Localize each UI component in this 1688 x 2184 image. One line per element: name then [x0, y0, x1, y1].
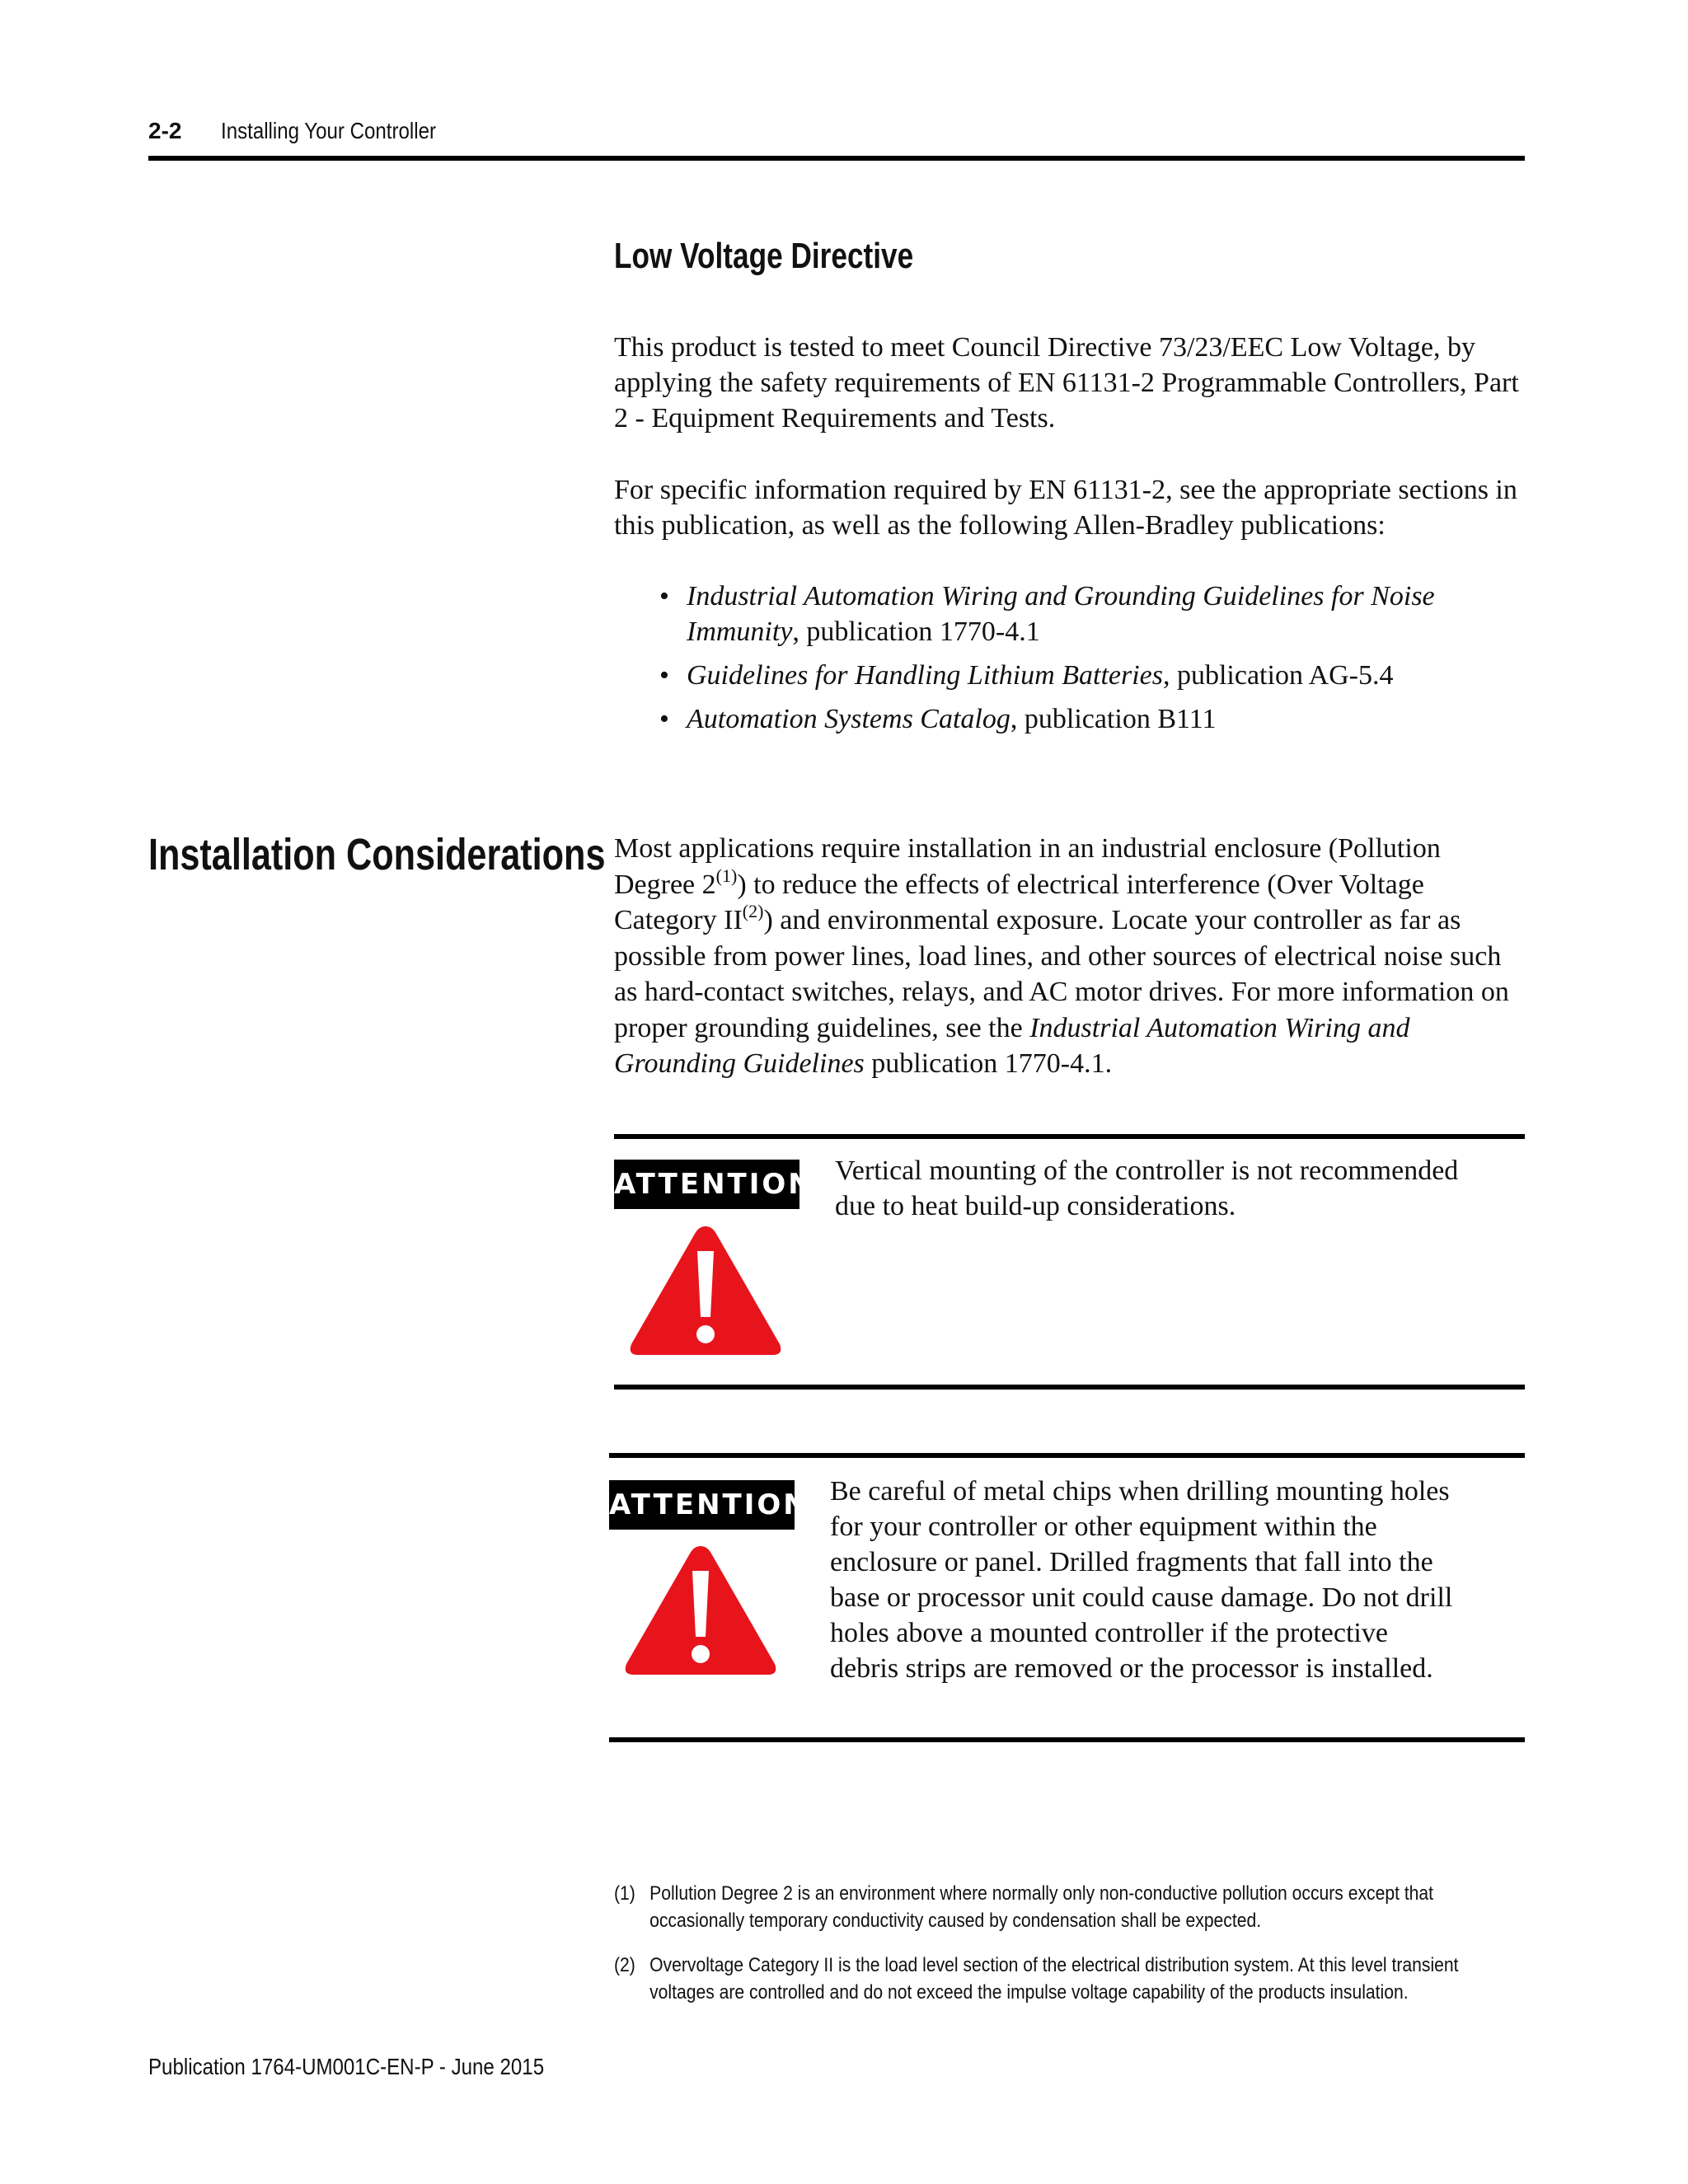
footnote-ref-1: (1): [715, 865, 738, 886]
warning-triangle-icon: [623, 1216, 788, 1365]
publication-list: [659, 579, 1525, 745]
list-item: [659, 579, 1525, 649]
attention-1-text: Vertical mounting of the controller is not recommended due to heat build-up considerations.: [835, 1155, 1459, 1221]
publication-footer: Publication 1764-UM001C-EN-P - June 2015: [148, 2054, 545, 2079]
publication-title: Industrial Automation Wiring and Grounding Guidelines for Noise Immunity: [687, 581, 1435, 647]
installation-paragraph: Most applications require installation in an industrial enclosure (Pollution Degree 2$^{(1)}$) to reduce the effects of electrical interference (Over Voltage Category II$^{(2)}$) and environmental exposure. Locate your controller as far as possible from power lines, load lines, and other sources of electrical noise such as hard-contact switches, relays, and AC motor drives. For more information on proper grounding guidelines, see the Industrial Automation Wiring and Grounding Guidelines publication 1770-4.1.: [614, 833, 1509, 1079]
publication-number: , publication 1770-4.1: [792, 616, 1040, 647]
page-number: 2-2: [148, 118, 182, 143]
attention-1-bottom-rule: [614, 1385, 1525, 1390]
attention-2-top-rule: [609, 1453, 1525, 1458]
footnote-2: [614, 1952, 1608, 2009]
attention-1-label: ATTENTION: [614, 1160, 799, 1209]
footnote-1: [614, 1880, 1608, 1938]
footnote-number: (2): [614, 1954, 635, 1976]
bullet-icon: •: [659, 581, 669, 612]
reference-title: Industrial Automation Wiring and Grounding Guidelines: [614, 1012, 1410, 1079]
attention-2-label: ATTENTION: [609, 1480, 795, 1530]
footnote-text: Pollution Degree 2 is an environment where normally only non-conductive pollution occurs except that occasionally temporary conductivity caused by condensation shall be expected.: [649, 1882, 1434, 1932]
header-rule: [148, 156, 1525, 161]
low-voltage-paragraph-1: This product is tested to meet Council Directive 73/23/EEC Low Voltage, by applying the safety requirements of EN 61131-2 Programmable Controllers, Part 2 - Equipment Requirements and Tests.: [614, 332, 1519, 434]
list-item: [659, 701, 1525, 737]
bullet-icon: •: [659, 660, 669, 691]
installation-heading: Installation Considerations: [148, 830, 606, 879]
publication-title: Guidelines for Handling Lithium Batteries: [687, 660, 1163, 691]
attention-2-text: Be careful of metal chips when drilling mounting holes for your controller or other equipment within the enclosure or panel. Drilled fragments that fall into the base or processor unit could cause damage. Do not drill holes above a mounted controller if the protective debris strips are removed or the processor is installed.: [830, 1476, 1453, 1684]
list-item: [659, 658, 1525, 693]
low-voltage-heading: Low Voltage Directive: [614, 236, 914, 276]
chapter-title: Installing Your Controller: [221, 118, 437, 143]
attention-2-bottom-rule: [609, 1737, 1525, 1742]
publication-title: Automation Systems Catalog: [687, 704, 1010, 734]
footnote-ref-2: (2): [742, 901, 764, 921]
bullet-icon: •: [659, 704, 669, 734]
publication-number: , publication AG-5.4: [1162, 660, 1394, 691]
publication-number: , publication B111: [1010, 704, 1217, 734]
low-voltage-paragraph-2: For specific information required by EN 61131-2, see the appropriate sections in this publication, as well as the following Allen-Bradley publications:: [614, 475, 1517, 541]
footnote-text: Overvoltage Category II is the load level section of the electrical distribution system. At this level transient voltages are controlled and do not exceed the impulse voltage capability of the products insulation.: [649, 1954, 1459, 2004]
footnote-number: (1): [614, 1882, 635, 1905]
warning-triangle-icon: [618, 1536, 783, 1685]
attention-1-top-rule: [614, 1134, 1525, 1139]
